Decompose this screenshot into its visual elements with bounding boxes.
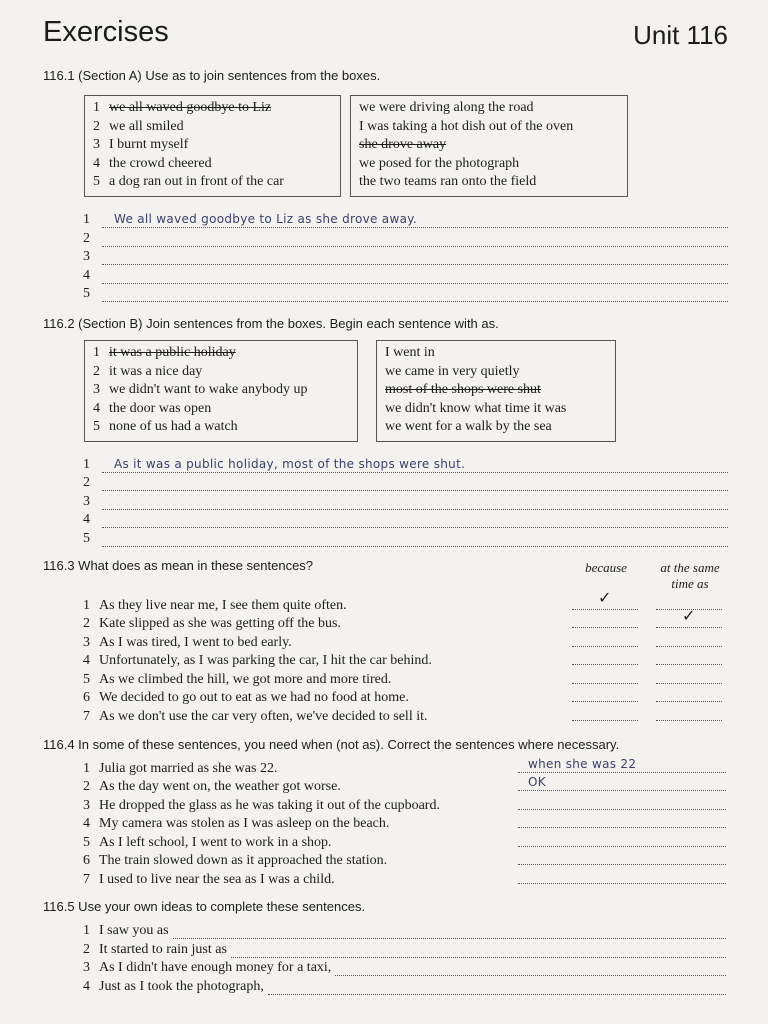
ex2-left-item: 4 the door was open [93, 400, 212, 416]
ex4-item: 4 My camera was stolen as I was asleep on the beach. [83, 815, 390, 831]
ex4-answer-line[interactable] [518, 776, 726, 791]
ex3-item: 4 Unfortunately, as I was parking the car, I hit the car behind. [83, 652, 432, 668]
ex2-left-item: 3 we didn't want to wake anybody up [93, 382, 308, 397]
ex1-right-item: we were driving along the road [359, 100, 534, 115]
ex1-left-item: 4 the crowd cheered [93, 155, 212, 171]
ex1-answer-line[interactable]: 2 [83, 228, 728, 247]
ex4-answer-line[interactable] [518, 795, 726, 810]
ex3-item: 3 As I was tired, I went to bed early. [83, 634, 292, 650]
ex3-item: 5 As we climbed the hill, we got more and more tired. [83, 671, 392, 687]
ex1-right-item: she drove away [359, 137, 447, 152]
same-time-blank[interactable] [656, 706, 722, 721]
ex2-right-item: most of the shops were shut [385, 382, 541, 397]
ex2-left-box [84, 340, 358, 442]
ex2-right-item: we went for a walk by the sea [385, 419, 552, 434]
ex1-left-box [84, 95, 341, 197]
ex1-right-item: I was taking a hot dish out of the oven [359, 118, 574, 134]
ex2-answer-line[interactable]: 5 [83, 528, 728, 547]
unit-label: Unit 116 [633, 20, 728, 50]
exercise-116-4-instruction: 116.4 In some of these sentences, you need when (not as). Correct the sentences where necessary. [43, 737, 620, 752]
ex2-right-box [376, 340, 616, 442]
checkmark-icon: ✓ [682, 606, 696, 625]
ex4-answer-line[interactable] [518, 869, 726, 884]
ex4-answer-line[interactable] [518, 832, 726, 847]
column-header-because: because [585, 560, 627, 575]
handwritten-answer: As it was a public holiday, most of the shops were shut. [114, 456, 466, 471]
ex1-right-box [350, 95, 628, 197]
ex1-left-item: 2 we all smiled [93, 118, 184, 134]
same-time-blank[interactable] [656, 687, 722, 702]
because-blank[interactable] [572, 669, 638, 684]
handwritten-answer: We all waved goodbye to Liz as she drove away. [114, 211, 418, 226]
ex4-item: 6 The train slowed down as it approached the station. [83, 852, 388, 868]
handwritten-answer: when she was 22 [528, 757, 637, 771]
exercise-116-2-instruction: 116.2 (Section B) Join sentences from the boxes. Begin each sentence with as. [43, 316, 499, 331]
ex2-right-item: we came in very quietly [385, 363, 520, 379]
ex4-answer-line[interactable] [518, 758, 726, 773]
ex2-right-item: I went in [385, 345, 435, 360]
ex3-item: 2 Kate slipped as she was getting off the bus. [83, 615, 341, 631]
same-time-blank[interactable] [656, 632, 722, 647]
because-blank[interactable] [572, 632, 638, 647]
ex4-item: 1 Julia got married as she was 22. [83, 760, 278, 776]
ex2-left-item: 2 it was a nice day [93, 363, 203, 379]
exercise-116-3-instruction: 116.3 What does as mean in these sentences? [43, 558, 314, 573]
because-blank[interactable] [572, 706, 638, 721]
ex2-answer-line[interactable]: 3 [83, 491, 728, 510]
ex1-right-item: we posed for the photograph [359, 155, 520, 171]
because-blank[interactable] [572, 613, 638, 628]
ex1-left-item: 1 we all waved goodbye to Liz [93, 100, 272, 115]
ex1-answer-line[interactable]: 1 We all waved goodbye to Liz as she drove away. [83, 209, 728, 228]
ex1-right-item: the two teams ran onto the field [359, 174, 537, 189]
because-blank[interactable] [572, 650, 638, 665]
ex4-item: 5 As I left school, I went to work in a shop. [83, 834, 332, 850]
ex2-answer-line[interactable]: 4 [83, 509, 728, 528]
ex4-answer-line[interactable] [518, 850, 726, 865]
ex1-answer-line[interactable]: 4 [83, 265, 728, 284]
ex2-right-item: we didn't know what time it was [385, 400, 567, 416]
ex4-item: 2 As the day went on, the weather got worse. [83, 778, 341, 794]
exercise-116-5-instruction: 116.5 Use your own ideas to complete these sentences. [43, 899, 366, 914]
ex4-item: 3 He dropped the glass as he was taking it out of the cupboard. [83, 797, 440, 813]
ex1-left-item: 5 a dog ran out in front of the car [93, 174, 284, 189]
ex2-answer-line[interactable]: 1 As it was a public holiday, most of the shops were shut. [83, 454, 728, 473]
ex5-item[interactable]: 3 As I didn't have enough money for a taxi, [83, 957, 726, 976]
same-time-blank[interactable] [656, 669, 722, 684]
ex3-item: 1 As they live near me, I see them quite often. [83, 597, 347, 613]
ex2-left-item: 1 it was a public holiday [93, 345, 236, 360]
ex5-item[interactable]: 2 It started to rain just as [83, 939, 726, 958]
ex1-left-item: 3 I burnt myself [93, 137, 189, 152]
ex1-answer-line[interactable]: 3 [83, 246, 728, 265]
ex5-item[interactable]: 1 I saw you as [83, 920, 726, 939]
because-blank[interactable] [572, 687, 638, 702]
ex1-answer-line[interactable]: 5 [83, 283, 728, 302]
ex5-item[interactable]: 4 Just as I took the photograph, [83, 976, 726, 995]
ex4-answer-line[interactable] [518, 813, 726, 828]
ex4-item: 7 I used to live near the sea as I was a child. [83, 871, 335, 887]
same-time-blank[interactable] [656, 650, 722, 665]
exercise-116-1-instruction: 116.1 (Section A) Use as to join sentences from the boxes. [43, 68, 381, 83]
ex2-answer-line[interactable]: 2 [83, 472, 728, 491]
handwritten-answer: OK [528, 775, 546, 789]
checkmark-icon: ✓ [598, 588, 612, 607]
column-header-same-time: at the same time as [660, 560, 720, 591]
ex3-item: 7 As we don't use the car very often, we've decided to sell it. [83, 708, 428, 724]
page-title: Exercises [43, 16, 169, 48]
ex2-left-item: 5 none of us had a watch [93, 419, 238, 434]
ex3-item: 6 We decided to go out to eat as we had no food at home. [83, 689, 409, 705]
